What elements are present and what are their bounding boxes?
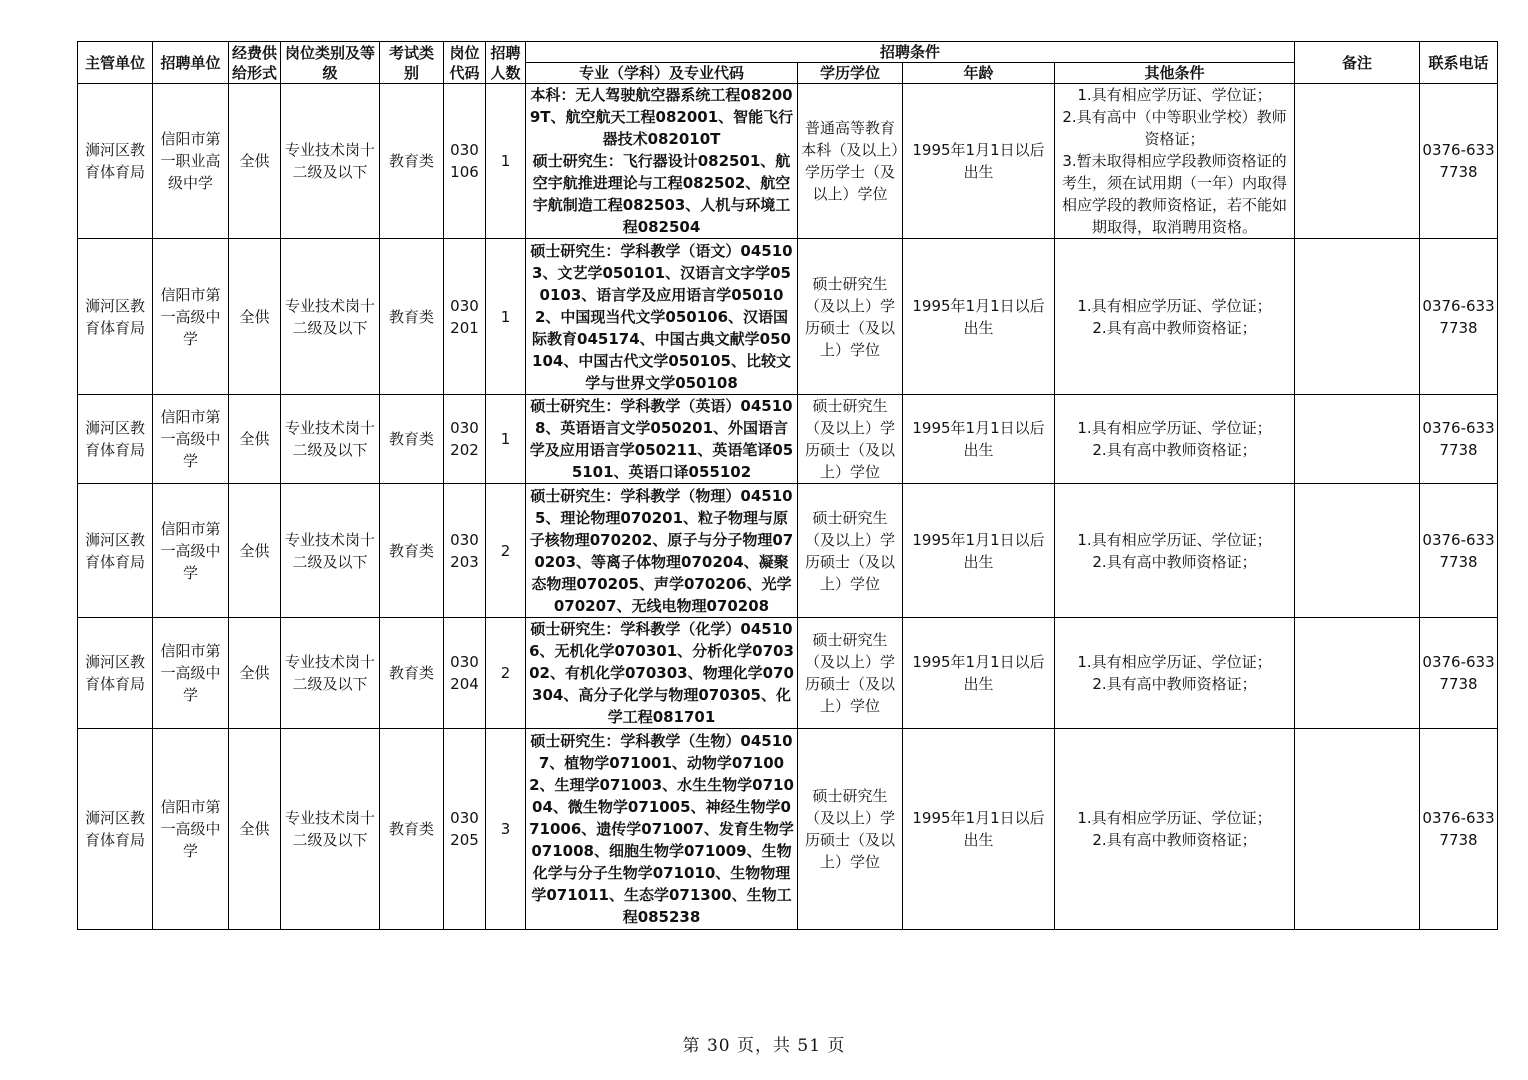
cell-dept: 浉河区教育体育局	[78, 618, 153, 729]
header-funding: 经费供给形式	[229, 42, 281, 84]
cell-remarks	[1295, 729, 1420, 930]
cell-other: 1.具有相应学历证、学位证； 2.具有高中教师资格证；	[1055, 395, 1295, 484]
cell-unit: 信阳市第一高级中学	[153, 729, 229, 930]
table-row	[78, 729, 1498, 930]
header-dept: 主管单位	[78, 42, 153, 84]
cell-education: 硕士研究生（及以上）学历硕士（及以上）学位	[798, 484, 903, 618]
header-exam-type: 考试类别	[380, 42, 444, 84]
cell-education: 普通高等教育本科（及以上）学历学士（及以上）学位	[798, 84, 903, 239]
cell-major: 硕士研究生：学科教学（化学）045106、无机化学070301、分析化学070302、有机化学070303、物理化学070304、高分子化学与物理070305、化学工程081701	[526, 618, 798, 729]
cell-education: 硕士研究生（及以上）学历硕士（及以上）学位	[798, 618, 903, 729]
cell-phone: 0376-6337738	[1420, 729, 1498, 930]
page-footer: 第 30 页，共 51 页	[682, 1036, 846, 1056]
cell-dept: 浉河区教育体育局	[78, 395, 153, 484]
header-count: 招聘人数	[486, 42, 526, 84]
cell-funding: 全供	[229, 729, 281, 930]
header-education: 学历学位	[798, 63, 903, 84]
cell-post-type: 专业技术岗十二级及以下	[281, 729, 380, 930]
cell-post-type: 专业技术岗十二级及以下	[281, 618, 380, 729]
cell-exam-type: 教育类	[380, 484, 444, 618]
cell-phone: 0376-6337738	[1420, 84, 1498, 239]
cell-unit: 信阳市第一高级中学	[153, 618, 229, 729]
cell-phone: 0376-6337738	[1420, 239, 1498, 395]
cell-dept: 浉河区教育体育局	[78, 84, 153, 239]
cell-major: 硕士研究生：学科教学（英语）045108、英语语言文学050201、外国语言学及应用语言学050211、英语笔译055101、英语口译055102	[526, 395, 798, 484]
cell-exam-type: 教育类	[380, 618, 444, 729]
cell-major: 硕士研究生：学科教学（物理）045105、理论物理070201、粒子物理与原子核物理070202、原子与分子物理070203、等离子体物理070204、凝聚态物理070205、声学070206、光学070207、无线电物理070208	[526, 484, 798, 618]
cell-remarks	[1295, 84, 1420, 239]
cell-post-code: 030203	[444, 484, 486, 618]
table-row	[78, 395, 1498, 484]
cell-education: 硕士研究生（及以上）学历硕士（及以上）学位	[798, 239, 903, 395]
cell-phone: 0376-6337738	[1420, 395, 1498, 484]
cell-post-type: 专业技术岗十二级及以下	[281, 84, 380, 239]
table-row	[78, 84, 1498, 239]
cell-count: 2	[486, 618, 526, 729]
header-conditions: 招聘条件	[526, 42, 1295, 63]
cell-age: 1995年1月1日以后出生	[903, 84, 1055, 239]
cell-age: 1995年1月1日以后出生	[903, 484, 1055, 618]
cell-unit: 信阳市第一高级中学	[153, 239, 229, 395]
cell-age: 1995年1月1日以后出生	[903, 239, 1055, 395]
cell-count: 3	[486, 729, 526, 930]
table-row	[78, 618, 1498, 729]
header-major: 专业（学科）及专业代码	[526, 63, 798, 84]
cell-dept: 浉河区教育体育局	[78, 484, 153, 618]
cell-dept: 浉河区教育体育局	[78, 729, 153, 930]
cell-post-type: 专业技术岗十二级及以下	[281, 239, 380, 395]
cell-age: 1995年1月1日以后出生	[903, 618, 1055, 729]
cell-education: 硕士研究生（及以上）学历硕士（及以上）学位	[798, 729, 903, 930]
table-row	[78, 239, 1498, 395]
cell-other: 1.具有相应学历证、学位证； 2.具有高中教师资格证；	[1055, 484, 1295, 618]
cell-other: 1.具有相应学历证、学位证； 2.具有高中教师资格证；	[1055, 239, 1295, 395]
cell-remarks	[1295, 618, 1420, 729]
cell-funding: 全供	[229, 395, 281, 484]
table-body	[78, 84, 1498, 930]
cell-age: 1995年1月1日以后出生	[903, 395, 1055, 484]
header-age: 年龄	[903, 63, 1055, 84]
cell-unit: 信阳市第一职业高级中学	[153, 84, 229, 239]
cell-phone: 0376-6337738	[1420, 484, 1498, 618]
table-row	[78, 484, 1498, 618]
cell-count: 1	[486, 239, 526, 395]
header-phone: 联系电话	[1420, 42, 1498, 84]
header-unit: 招聘单位	[153, 42, 229, 84]
cell-post-code: 030202	[444, 395, 486, 484]
header-post-code: 岗位代码	[444, 42, 486, 84]
cell-post-code: 030106	[444, 84, 486, 239]
header-other: 其他条件	[1055, 63, 1295, 84]
table-header	[78, 42, 1498, 84]
cell-age: 1995年1月1日以后出生	[903, 729, 1055, 930]
cell-post-code: 030201	[444, 239, 486, 395]
cell-unit: 信阳市第一高级中学	[153, 395, 229, 484]
cell-exam-type: 教育类	[380, 239, 444, 395]
cell-remarks	[1295, 395, 1420, 484]
cell-exam-type: 教育类	[380, 84, 444, 239]
cell-remarks	[1295, 484, 1420, 618]
cell-post-code: 030205	[444, 729, 486, 930]
recruitment-table	[77, 41, 1498, 930]
cell-remarks	[1295, 239, 1420, 395]
cell-count: 1	[486, 395, 526, 484]
cell-post-type: 专业技术岗十二级及以下	[281, 395, 380, 484]
cell-phone: 0376-6337738	[1420, 618, 1498, 729]
cell-count: 1	[486, 84, 526, 239]
cell-count: 2	[486, 484, 526, 618]
cell-exam-type: 教育类	[380, 729, 444, 930]
cell-funding: 全供	[229, 84, 281, 239]
cell-other: 1.具有相应学历证、学位证； 2.具有高中教师资格证；	[1055, 618, 1295, 729]
header-post-type: 岗位类别及等级	[281, 42, 380, 84]
cell-funding: 全供	[229, 484, 281, 618]
cell-post-code: 030204	[444, 618, 486, 729]
cell-unit: 信阳市第一高级中学	[153, 484, 229, 618]
cell-major: 硕士研究生：学科教学（语文）045103、文艺学050101、汉语言文字学050103、语言学及应用语言学050102、中国现当代文学050106、汉语国际教育045174、中国古典文献学050104、中国古代文学050105、比较文学与世界文学050108	[526, 239, 798, 395]
cell-education: 硕士研究生（及以上）学历硕士（及以上）学位	[798, 395, 903, 484]
cell-other: 1.具有相应学历证、学位证； 2.具有高中教师资格证；	[1055, 729, 1295, 930]
cell-post-type: 专业技术岗十二级及以下	[281, 484, 380, 618]
cell-exam-type: 教育类	[380, 395, 444, 484]
cell-dept: 浉河区教育体育局	[78, 239, 153, 395]
cell-major: 硕士研究生：学科教学（生物）045107、植物学071001、动物学071002、生理学071003、水生生物学071004、微生物学071005、神经生物学071006、遗传学071007、发育生物学071008、细胞生物学071009、生物化学与分子生物学071010、生物物理学071011、生态学071300、生物工程085238	[526, 729, 798, 930]
cell-major: 本科：无人驾驶航空器系统工程082009T、航空航天工程082001、智能飞行器技术082010T 硕士研究生：飞行器设计082501、航空宇航推进理论与工程082502、航空宇航制造工程082503、人机与环境工程082504	[526, 84, 798, 239]
cell-funding: 全供	[229, 239, 281, 395]
cell-other: 1.具有相应学历证、学位证； 2.具有高中（中等职业学校）教师资格证； 3.暂未取得相应学段教师资格证的考生，须在试用期（一年）内取得相应学段的教师资格证，若不能如期取得，取消聘用资格。	[1055, 84, 1295, 239]
cell-funding: 全供	[229, 618, 281, 729]
header-remarks: 备注	[1295, 42, 1420, 84]
